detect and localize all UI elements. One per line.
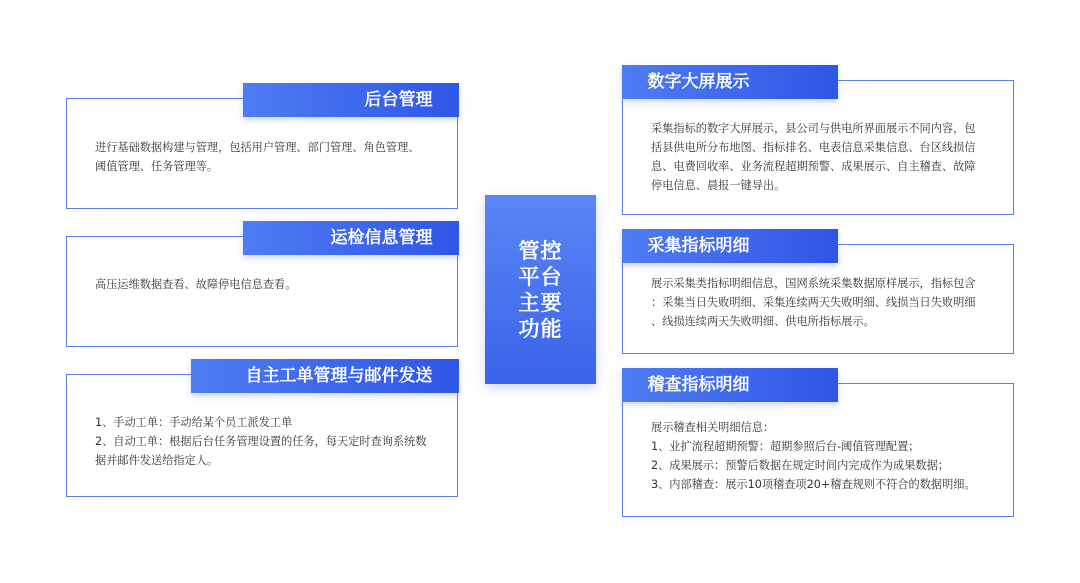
center-text-line: 平台 — [518, 264, 563, 289]
center-main-functions — [485, 195, 596, 384]
text-line: 1、业扩流程超期预警：超期参照后台-阈值管理配置； — [651, 440, 920, 453]
text-line: 、线损连续两天失败明细、供电所指标展示。 — [651, 315, 875, 328]
text-line: 阈值管理、任务管理等。 — [95, 160, 219, 173]
card-title: 后台管理 — [243, 83, 459, 117]
card-maintenance-info — [66, 228, 458, 347]
card-description — [651, 119, 991, 195]
card-title: 稽查指标明细 — [622, 368, 838, 402]
card-digital-big-screen — [622, 72, 1014, 215]
text-line: 采集指标的数字大屏展示，县公司与供电所界面展示不同内容，包 — [651, 122, 976, 135]
center-text-line: 主要 — [518, 290, 563, 315]
text-line: 1、手动工单：手动给某个员工派发工单 — [95, 416, 293, 429]
card-audit-details — [622, 375, 1014, 517]
card-description — [95, 275, 435, 294]
text-line: 3、内部稽查：展示10项稽查项20+稽查规则不符合的数据明细。 — [651, 478, 976, 491]
text-line: 停电信息、晨报一键导出。 — [651, 179, 786, 192]
card-title: 自主工单管理与邮件发送 — [191, 359, 459, 393]
text-line: 展示稽查相关明细信息： — [651, 421, 775, 434]
card-title: 数字大屏展示 — [622, 65, 838, 99]
text-line: 进行基础数据构建与管理，包括用户管理、部门管理、角色管理、 — [95, 141, 420, 154]
center-text-line: 管控 — [518, 238, 563, 263]
card-description — [95, 138, 435, 176]
card-description — [651, 418, 991, 494]
text-line: 2、成果展示：预警后数据在规定时间内完成作为成果数据； — [651, 459, 949, 472]
card-backend-management — [66, 90, 458, 209]
card-collection-details — [622, 236, 1014, 354]
card-title: 采集指标明细 — [622, 229, 838, 263]
text-line: 括县供电所分布地图、指标排名、电表信息采集信息、台区线损信 — [651, 141, 976, 154]
text-line: 展示采集类指标明细信息，国网系统采集数据原样展示，指标包含 — [651, 277, 976, 290]
text-line: 高压运维数据查看、故障停电信息查看。 — [95, 278, 297, 291]
card-title: 运检信息管理 — [243, 221, 459, 255]
center-text-line: 功能 — [518, 316, 563, 341]
card-workorder-email — [66, 366, 458, 497]
text-line: 2、自动工单：根据后台任务管理设置的任务，每天定时查询系统数 — [95, 435, 427, 448]
card-description — [651, 274, 991, 331]
text-line: ：采集当日失败明细、采集连续两天失败明细、线损当日失败明细 — [651, 296, 976, 309]
text-line: 据并邮件发送给指定人。 — [95, 454, 219, 467]
card-description — [95, 413, 435, 470]
text-line: 息、电费回收率、业务流程超期预警、成果展示、自主稽查、故障 — [651, 160, 976, 173]
